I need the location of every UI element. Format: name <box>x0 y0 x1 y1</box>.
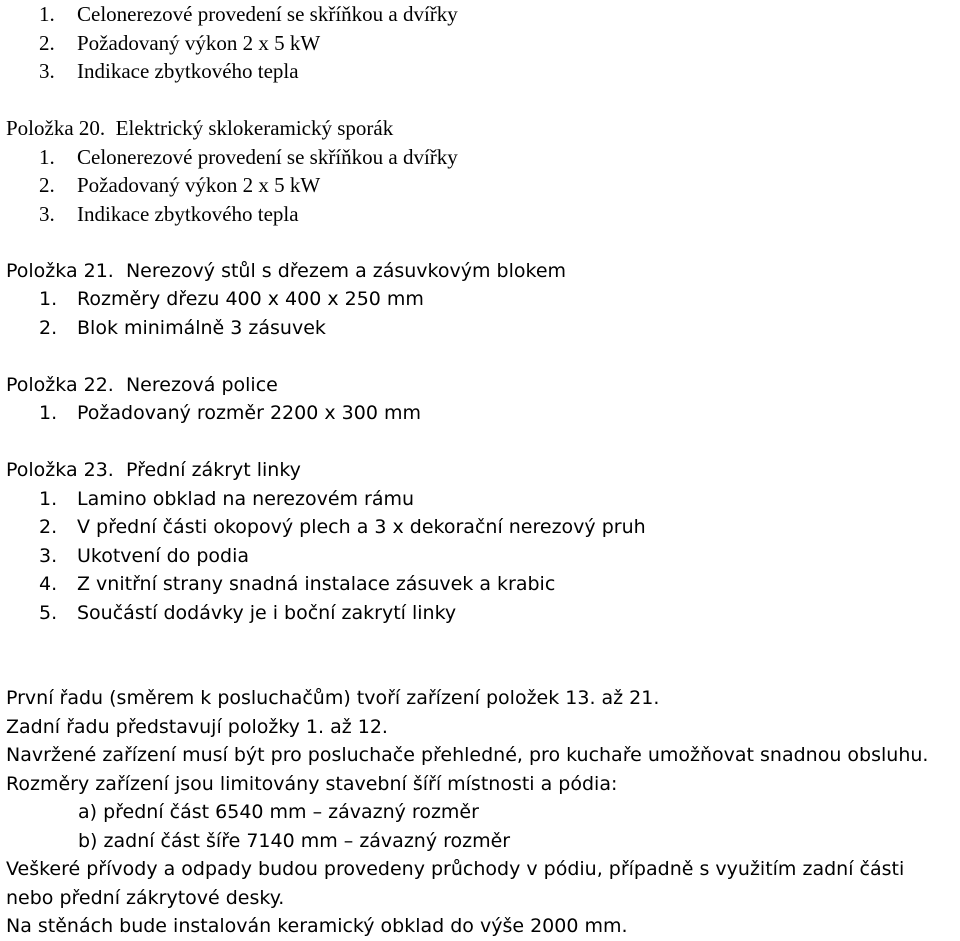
section-item-23 <box>6 456 960 627</box>
spacer <box>6 86 960 115</box>
item-label: Položka 23. <box>6 459 114 481</box>
list-number: 1. <box>39 2 55 26</box>
item-label: Položka 22. <box>6 373 114 396</box>
list-item <box>6 0 960 29</box>
list-text: Lamino obklad na nerezovém rámu <box>77 487 415 510</box>
list-item <box>6 599 960 628</box>
list-number: 3. <box>39 201 55 226</box>
list-text: Blok minimálně 3 zásuvek <box>77 316 326 339</box>
paragraph: Rozměry zařízení jsou limitovány stavební šíří místnosti a pódia: <box>6 772 618 795</box>
section-continuation <box>6 0 960 86</box>
paragraph: Na stěnách bude instalován keramický obklad do výše 2000 mm. <box>6 915 628 937</box>
list-text: Rozměry dřezu 400 x 400 x 250 mm <box>77 288 424 310</box>
list-item <box>6 200 960 229</box>
list-item <box>6 570 960 599</box>
list-number: 1. <box>39 402 58 424</box>
list-text: Celonerezové provedení se skříňkou a dvířky <box>77 144 458 169</box>
spacer <box>6 342 960 371</box>
list-text: Celonerezové provedení se skříňkou a dvířky <box>77 2 458 26</box>
section-item-22 <box>6 371 960 428</box>
section-heading <box>6 257 960 286</box>
section-item-20 <box>6 114 960 228</box>
list-text: Požadovaný výkon 2 x 5 kW <box>77 173 321 197</box>
spacer <box>6 428 960 457</box>
list-item <box>6 57 960 86</box>
item-title: Nerezový stůl s dřezem a zásuvkovým blokem <box>125 259 567 282</box>
list-number: 2. <box>39 516 58 538</box>
section-heading <box>6 456 960 485</box>
list-number: 4. <box>39 573 58 595</box>
paragraph: První řadu (směrem k posluchačům) tvoří zařízení položek 13. až 21. <box>6 687 660 709</box>
list-number: 2. <box>39 316 58 339</box>
list-item <box>6 171 960 200</box>
list-item <box>6 143 960 172</box>
list-item <box>6 285 960 314</box>
list-item <box>6 399 960 428</box>
list-number: 1. <box>39 288 58 310</box>
sub-paragraph: a) přední část 6540 mm – závazný rozměr <box>78 801 479 823</box>
list-item <box>6 513 960 542</box>
spacer <box>6 627 960 684</box>
list-text: Součástí dodávky je i boční zakrytí linky <box>77 601 457 624</box>
paragraph: Veškeré přívody a odpady budou provedeny průchody v pódiu, případně s využitím zadní části <box>6 858 905 880</box>
list-item <box>6 542 960 571</box>
section-heading <box>6 114 960 143</box>
list-text: Indikace zbytkového tepla <box>77 59 299 83</box>
list-number: 2. <box>39 30 55 55</box>
item-title: Nerezová police <box>125 373 278 396</box>
paragraph: Zadní řadu představují položky 1. až 12. <box>6 715 388 738</box>
sub-paragraph: b) zadní část šíře 7140 mm – závazný rozměr <box>78 829 511 852</box>
item-label: Položka 21. <box>6 259 114 282</box>
list-text: Ukotvení do podia <box>77 544 249 567</box>
list-number: 3. <box>39 59 55 83</box>
section-heading <box>6 371 960 400</box>
list-item <box>6 485 960 514</box>
list-item <box>6 29 960 58</box>
list-number: 1. <box>39 487 58 510</box>
list-text: V přední části okopový plech a 3 x dekorační nerezový pruh <box>77 516 646 538</box>
item-title: Přední zákryt linky <box>125 459 301 481</box>
list-number: 2. <box>39 173 55 197</box>
item-title: Elektrický sklokeramický sporák <box>115 116 394 140</box>
spacer <box>6 228 960 257</box>
list-text: Indikace zbytkového tepla <box>77 201 299 226</box>
list-number: 1. <box>39 144 55 169</box>
item-label: Položka 20. <box>6 116 106 140</box>
section-item-21 <box>6 257 960 343</box>
list-text: Požadovaný výkon 2 x 5 kW <box>77 30 321 55</box>
paragraph-continuation: nebo přední zákrytové desky. <box>6 886 285 909</box>
closing-paragraphs <box>6 684 960 941</box>
list-number: 5. <box>39 601 58 624</box>
list-item <box>6 314 960 343</box>
paragraph: Navržené zařízení musí být pro posluchače přehledné, pro kuchaře umožňovat snadnou obsluhu. <box>6 744 929 766</box>
list-text: Požadovaný rozměr 2200 x 300 mm <box>77 402 421 424</box>
list-text: Z vnitřní strany snadná instalace zásuvek a krabic <box>77 573 556 595</box>
list-number: 3. <box>39 544 58 567</box>
